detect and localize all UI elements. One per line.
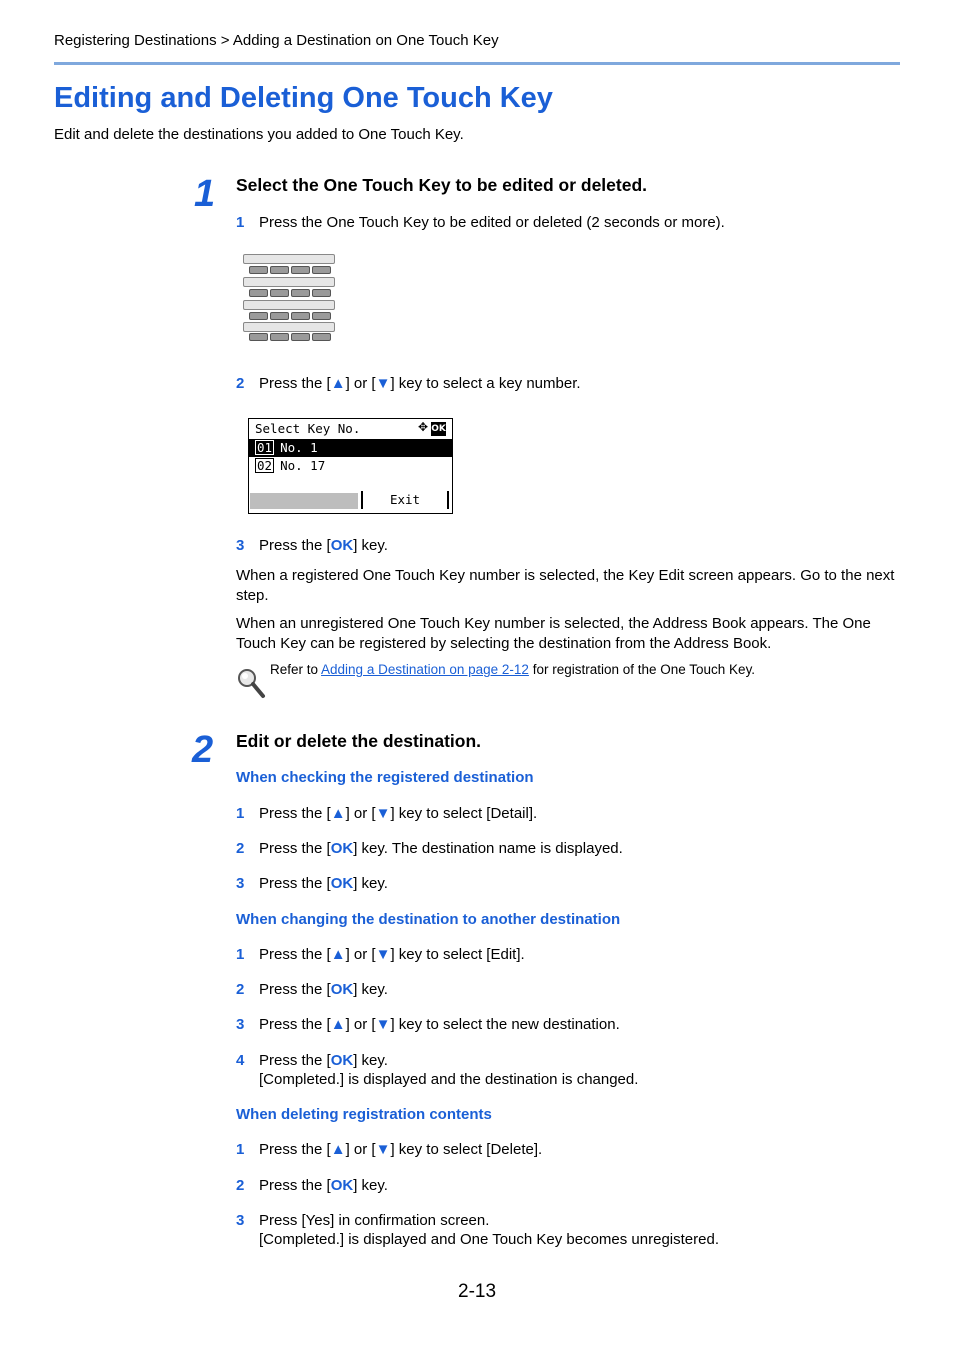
keypad-key: [270, 266, 289, 274]
keypad-key: [312, 333, 331, 341]
keypad-key: [270, 289, 289, 297]
sub-text: Press the [: [259, 1052, 331, 1069]
sub-text: Press [Yes] in confirmation screen.: [259, 1212, 490, 1229]
sub-text: ] key to select a key number.: [390, 375, 581, 392]
down-arrow-icon: ▼: [375, 375, 391, 392]
keypad-key: [249, 333, 268, 341]
checking-item-1: [236, 805, 537, 822]
sub-text: ] key. The destination name is displayed.: [353, 840, 623, 857]
ok-key-label: OK: [330, 1177, 354, 1194]
keypad-key: [312, 289, 331, 297]
lcd-key-label: No. 1: [280, 440, 318, 455]
section-heading-checking: When checking the registered destination: [236, 769, 534, 786]
keypad-label-strip: [243, 254, 335, 264]
sub-number: 1: [236, 946, 245, 963]
sub-text: Press the [: [259, 946, 331, 963]
checking-item-2: [236, 840, 623, 857]
ok-key-label: OK: [330, 1052, 354, 1069]
lcd-list-item-selected[interactable]: [249, 439, 452, 457]
sub-number: 2: [236, 1177, 245, 1194]
sub-text: ] key to select the new destination.: [390, 1016, 620, 1033]
down-arrow-icon: ▼: [375, 1016, 391, 1033]
down-arrow-icon: ▼: [375, 1141, 391, 1158]
lcd-softkey-bar: [250, 493, 358, 509]
sub-text: Press the [: [259, 981, 331, 998]
checking-item-3: [236, 875, 388, 892]
lcd-screen: [248, 418, 453, 514]
keypad-key: [291, 312, 310, 320]
page-number: 2-13: [458, 1281, 497, 1302]
sub-text: Press the One Touch Key to be edited or deleted (2 seconds or more).: [259, 214, 725, 231]
sub-text: ] or [: [345, 946, 376, 963]
sub-text: Press the [: [259, 875, 331, 892]
magnifier-icon: [236, 667, 266, 699]
changing-item-1: [236, 946, 525, 963]
one-touch-keypad-illustration: [243, 254, 335, 342]
exit-softkey[interactable]: Exit: [361, 491, 449, 509]
sub-text: Press the [: [259, 840, 331, 857]
sub-text: ] key to select [Delete].: [390, 1141, 543, 1158]
keypad-key: [312, 312, 331, 320]
sub-number: 2: [236, 375, 245, 392]
changing-item-4: [236, 1052, 388, 1069]
note-text: Refer to: [270, 662, 322, 677]
sub-number: 3: [236, 1016, 245, 1033]
sub-text: ] or [: [345, 1016, 376, 1033]
sub-text: ] key.: [353, 875, 388, 892]
sub-text: Press the [: [259, 1016, 331, 1033]
lcd-key-label: No. 17: [280, 458, 326, 473]
up-arrow-icon: ▲: [330, 375, 346, 392]
sub-number: 1: [236, 214, 245, 231]
ok-icon: OK: [431, 424, 446, 434]
keypad-key: [312, 266, 331, 274]
intro-text: Edit and delete the destinations you added to One Touch Key.: [54, 126, 464, 143]
up-arrow-icon: ▲: [330, 946, 346, 963]
sub-text: ] key.: [353, 537, 388, 554]
step-2-title: Edit or delete the destination.: [236, 731, 482, 751]
down-arrow-icon: ▼: [375, 805, 391, 822]
ok-key-label: OK: [330, 981, 354, 998]
sub-text: Press the [: [259, 537, 331, 554]
deleting-item-3: [236, 1212, 489, 1229]
changing-item-3: [236, 1016, 620, 1033]
sub-text: ] key to select [Detail].: [390, 805, 538, 822]
keypad-key: [291, 289, 310, 297]
deleting-item-1: [236, 1141, 542, 1158]
keypad-label-strip: [243, 322, 335, 332]
sub-text: ] or [: [345, 1141, 376, 1158]
header-rule: [54, 62, 900, 65]
section-heading-deleting: When deleting registration contents: [236, 1106, 492, 1123]
up-arrow-icon: ▲: [330, 1141, 346, 1158]
page-title: Editing and Deleting One Touch Key: [54, 82, 553, 114]
sub-number: 3: [236, 537, 245, 554]
sub-text: ] or [: [345, 375, 376, 392]
step-1-sub-2: [236, 375, 581, 392]
step-1-sub-3: [236, 537, 388, 554]
lcd-key-code: 01: [257, 440, 273, 455]
changing-item-2: [236, 981, 388, 998]
keypad-key: [270, 312, 289, 320]
deleting-item-3-line-2: [Completed.] is displayed and One Touch Key becomes unregistered.: [259, 1231, 719, 1248]
reference-note: [270, 662, 755, 677]
deleting-item-2: [236, 1177, 388, 1194]
sub-text: ] key.: [353, 1177, 388, 1194]
note-text: for registration of the One Touch Key.: [528, 662, 756, 677]
breadcrumb: Registering Destinations > Adding a Destination on One Touch Key: [54, 32, 499, 49]
lcd-list-item[interactable]: [249, 457, 452, 475]
keypad-key: [249, 266, 268, 274]
keypad-label-strip: [243, 277, 335, 287]
step-1-number: 1: [194, 173, 216, 215]
step-1-paragraph-1: When a registered One Touch Key number is selected, the Key Edit screen appears. Go to the next step.: [236, 567, 895, 604]
ok-key-label: OK: [330, 537, 354, 554]
lcd-title: Select Key No.: [255, 421, 361, 436]
move-arrows-icon: ✥: [417, 420, 428, 434]
sub-number: 2: [236, 840, 245, 857]
sub-text: ] key.: [353, 1052, 388, 1069]
step-1-title: Select the One Touch Key to be edited or deleted.: [236, 175, 648, 195]
sub-text: Press the [: [259, 1177, 331, 1194]
sub-text: Press the [: [259, 805, 331, 822]
sub-number: 4: [236, 1052, 245, 1069]
keypad-key: [270, 333, 289, 341]
sub-text: ] or [: [345, 805, 376, 822]
sub-text: ] key to select [Edit].: [390, 946, 525, 963]
keypad-key: [291, 266, 310, 274]
sub-text: ] key.: [353, 981, 388, 998]
up-arrow-icon: ▲: [330, 1016, 346, 1033]
keypad-key: [291, 333, 310, 341]
step-2-number: 2: [192, 729, 214, 771]
reference-link[interactable]: Adding a Destination on page 2-12: [321, 662, 529, 677]
sub-number: 3: [236, 875, 245, 892]
ok-key-label: OK: [330, 840, 354, 857]
keypad-key: [249, 312, 268, 320]
sub-number: 1: [236, 1141, 245, 1158]
keypad-key: [249, 289, 268, 297]
step-1-sub-1: [236, 214, 725, 231]
sub-number: 3: [236, 1212, 245, 1229]
sub-number: 2: [236, 981, 245, 998]
ok-key-label: OK: [330, 875, 354, 892]
section-heading-changing: When changing the destination to another destination: [236, 911, 621, 928]
changing-item-4-line-2: [Completed.] is displayed and the destination is changed.: [259, 1071, 639, 1088]
lcd-key-code: 02: [257, 458, 273, 473]
sub-text: Press the [: [259, 1141, 331, 1158]
sub-number: 1: [236, 805, 245, 822]
up-arrow-icon: ▲: [330, 805, 346, 822]
down-arrow-icon: ▼: [375, 946, 391, 963]
step-1-paragraph-2: When an unregistered One Touch Key number is selected, the Address Book appears. The One Touch Key can be registered by selecting the destination from the Address Book.: [236, 615, 871, 652]
sub-text: Press the [: [259, 375, 331, 392]
keypad-label-strip: [243, 300, 335, 310]
